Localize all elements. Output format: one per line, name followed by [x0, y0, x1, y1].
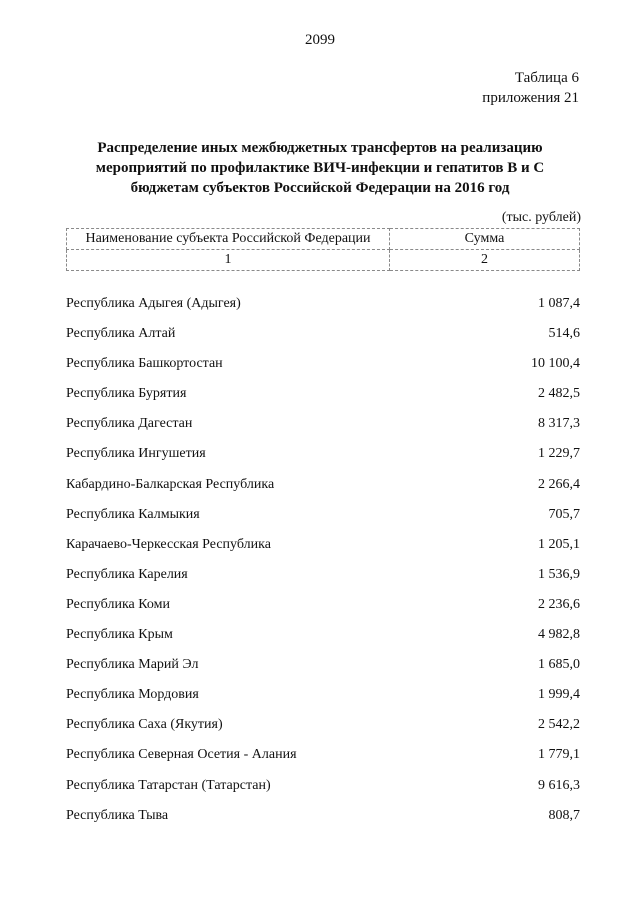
column-number-1: 1: [67, 250, 390, 271]
amount: 1 229,7: [538, 446, 580, 462]
header-amount: Сумма: [390, 229, 580, 250]
subject-name: Республика Татарстан (Татарстан): [66, 777, 271, 793]
table-row: [66, 507, 580, 537]
page-number: 2099: [305, 32, 335, 48]
amount: 9 616,3: [538, 777, 580, 793]
header-row: [67, 229, 580, 250]
table-header: [66, 228, 580, 271]
title-line-1: Распределение иных межбюджетных трансфертов на реализацию: [97, 140, 543, 156]
table-row: [66, 567, 580, 597]
amount: 1 685,0: [538, 657, 580, 673]
table-row: [66, 657, 580, 687]
amount: 1 999,4: [538, 687, 580, 703]
subject-name: Карачаево-Черкесская Республика: [66, 536, 271, 552]
subject-name: Республика Бурятия: [66, 386, 187, 402]
table-row: [66, 296, 580, 326]
subject-name: Республика Адыгея (Адыгея): [66, 296, 241, 311]
subject-name: Республика Крым: [66, 627, 173, 643]
table-row: [66, 416, 580, 446]
table-row: [66, 477, 580, 507]
amount: 1 536,9: [538, 566, 580, 582]
amount: 1 205,1: [538, 536, 580, 552]
table-reference: [482, 68, 579, 108]
subject-name: Республика Дагестан: [66, 416, 193, 432]
subject-name: Республика Башкортостан: [66, 356, 223, 372]
amount: 4 982,8: [538, 627, 580, 643]
amount: 808,7: [548, 807, 580, 823]
amount: 8 317,3: [538, 416, 580, 432]
title-line-3: бюджетам субъектов Российской Федерации на 2016 год: [130, 180, 510, 196]
units-label: (тыс. рублей): [501, 210, 581, 225]
subject-name: Республика Северная Осетия - Алания: [66, 747, 297, 763]
amount: 705,7: [548, 506, 580, 522]
subject-name: Республика Карелия: [66, 566, 188, 582]
table-row: [66, 747, 580, 777]
table-row: [66, 326, 580, 356]
subject-name: Республика Мордовия: [66, 687, 199, 703]
table-row: [66, 537, 580, 567]
column-number-row: [67, 250, 580, 271]
subject-name: Республика Калмыкия: [66, 506, 200, 522]
amount: 1 779,1: [538, 747, 580, 763]
subject-name: Республика Коми: [66, 596, 170, 612]
amount: 2 542,2: [538, 717, 580, 733]
column-number-2: 2: [390, 250, 580, 271]
table-row: [66, 627, 580, 657]
amount: 2 482,5: [538, 386, 580, 402]
table-row: [66, 446, 580, 476]
amount: 514,6: [548, 326, 580, 342]
subject-name: Республика Алтай: [66, 326, 176, 342]
table-ref-line-1: Таблица 6: [514, 70, 579, 86]
subject-name: Кабардино-Балкарская Республика: [66, 476, 275, 492]
amount: 2 236,6: [538, 596, 580, 612]
title-line-2: мероприятий по профилактике ВИЧ-инфекции и гепатитов В и С: [95, 160, 545, 176]
amount: 1 087,4: [538, 296, 580, 311]
table-row: [66, 808, 580, 838]
amount: 2 266,4: [538, 476, 580, 492]
table-row: [66, 717, 580, 747]
table-row: [66, 386, 580, 416]
subject-name: Республика Ингушетия: [66, 446, 206, 462]
table-row: [66, 356, 580, 386]
table-row: [66, 687, 580, 717]
table-row: [66, 597, 580, 627]
subject-name: Республика Тыва: [66, 807, 169, 823]
header-subject-name: Наименование субъекта Российской Федерации: [67, 229, 390, 250]
amount: 10 100,4: [531, 356, 580, 372]
document-title: [60, 138, 580, 198]
table-body: [66, 296, 580, 838]
table-ref-line-2: приложения 21: [482, 90, 579, 106]
subject-name: Республика Марий Эл: [66, 657, 199, 673]
table-row: [66, 778, 580, 808]
subject-name: Республика Саха (Якутия): [66, 717, 223, 733]
